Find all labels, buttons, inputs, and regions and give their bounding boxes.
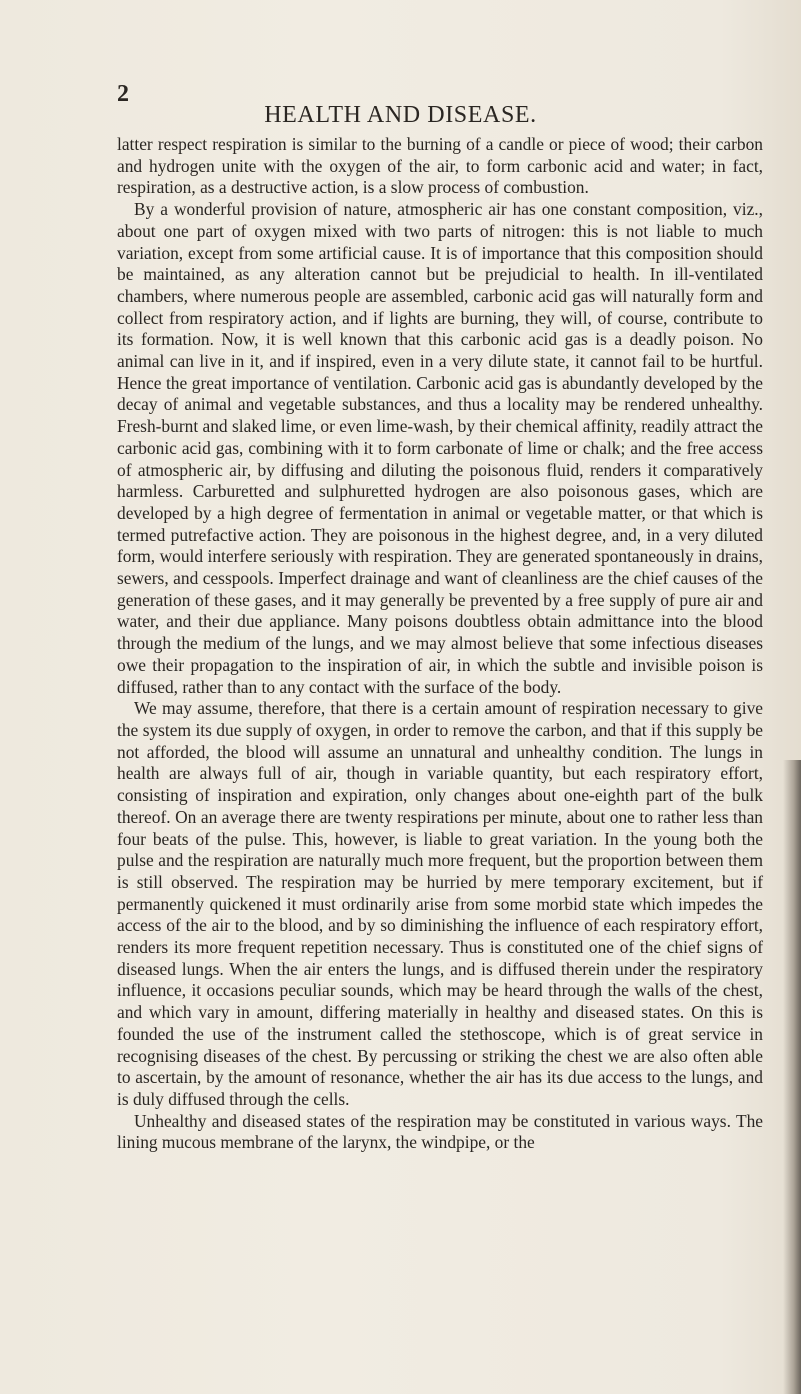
- paragraph-atmospheric-air: By a wonderful provision of nature, atmospheric air has one constant composition, viz., about one part of oxygen mixed with two parts of nitrogen: this is not liable to much variation, except from some artificial cause. It is of importance that this composition should be maintained, as any alteration cannot but be prejudicial to health. In ill-ventilated chambers, where numerous people are assembled, carbonic acid gas will naturally form and collect from respiratory action, and if lights are burning, they will, of course, contribute to its formation. Now, it is well known that this carbonic acid gas is a deadly poison. No animal can live in it, and if inspired, even in a very dilute state, it cannot fail to be hurtful. Hence the great importance of ventilation. Carbonic acid gas is abundantly developed by the decay of animal and vegetable substances, and thus a locality may be rendered unhealthy. Fresh-burnt and slaked lime, or even lime-wash, by their chemical affinity, readily attract the carbonic acid gas, combining with it to form carbonate of lime or chalk; and the free access of atmospheric air, by diffusing and diluting the poisonous fluid, renders it comparatively harmless. Carburetted and sulphuretted hydrogen are also poisonous gases, which are developed by a high degree of fermentation in animal or vegetable matter, or that which is termed putrefactive action. They are poisonous in the highest degree, and, in a very diluted form, would interfere seriously with respiration. They are generated spontaneously in drains, sewers, and cesspools. Imperfect drainage and want of cleanliness are the chief causes of the generation of these gases, and it may generally be prevented by a free supply of pure air and water, and their due appliance. Many poisons doubtless obtain admittance into the blood through the medium of the lungs, and we may almost believe that some infectious diseases owe their propagation to the inspiration of air, in which the subtle and invisible poison is diffused, rather than to any contact with the surface of the body.: [117, 199, 763, 697]
- page-edge-shadow: [783, 760, 801, 1394]
- body-text: [117, 134, 763, 1154]
- running-head: HEALTH AND DISEASE.: [264, 102, 537, 128]
- paragraph-unhealthy-states: Unhealthy and diseased states of the respiration may be constituted in various ways. The lining mucous membrane of the larynx, the windpipe, or the: [117, 1110, 763, 1153]
- page-number: 2: [117, 81, 129, 107]
- paragraph-respiration-amount: We may assume, therefore, that there is a certain amount of respiration necessary to give the system its due supply of oxygen, in order to remove the carbon, and that if this supply be not afforded, the blood will assume an unnatural and unhealthy condition. The lungs in health are always full of air, though in variable quantity, but each respiratory effort, consisting of inspiration and expiration, only changes about one-eighth part of the bulk thereof. On an average there are twenty respirations per minute, about one to rather less than four beats of the pulse. This, however, is liable to great variation. In the young both the pulse and the respiration are naturally much more frequent, but the proportion between them is still observed. The respiration may be hurried by mere temporary excitement, but if permanently quickened it must ordinarily arise from some morbid state which impedes the access of the air to the blood, and by so diminishing the influence of each respiratory effort, renders its more frequent repetition necessary. Thus is constituted one of the chief signs of diseased lungs. When the air enters the lungs, and is diffused therein under the respiratory influence, it occasions peculiar sounds, which may be heard through the walls of the chest, and which vary in amount, differing materially in healthy and diseased states. On this is founded the use of the instrument called the stethoscope, which is of great service in recognising diseases of the chest. By percussing or striking the chest we are also often able to ascertain, by the amount of resonance, whether the air has its due access to the lungs, and is duly diffused through the cells.: [117, 698, 763, 1109]
- paragraph-continued: latter respect respiration is similar to the burning of a candle or piece of wood; their carbon and hydrogen unite with the oxygen of the air, to form carbonic acid and water; in fact, respiration, as a destructive action, is a slow process of combustion.: [117, 134, 763, 198]
